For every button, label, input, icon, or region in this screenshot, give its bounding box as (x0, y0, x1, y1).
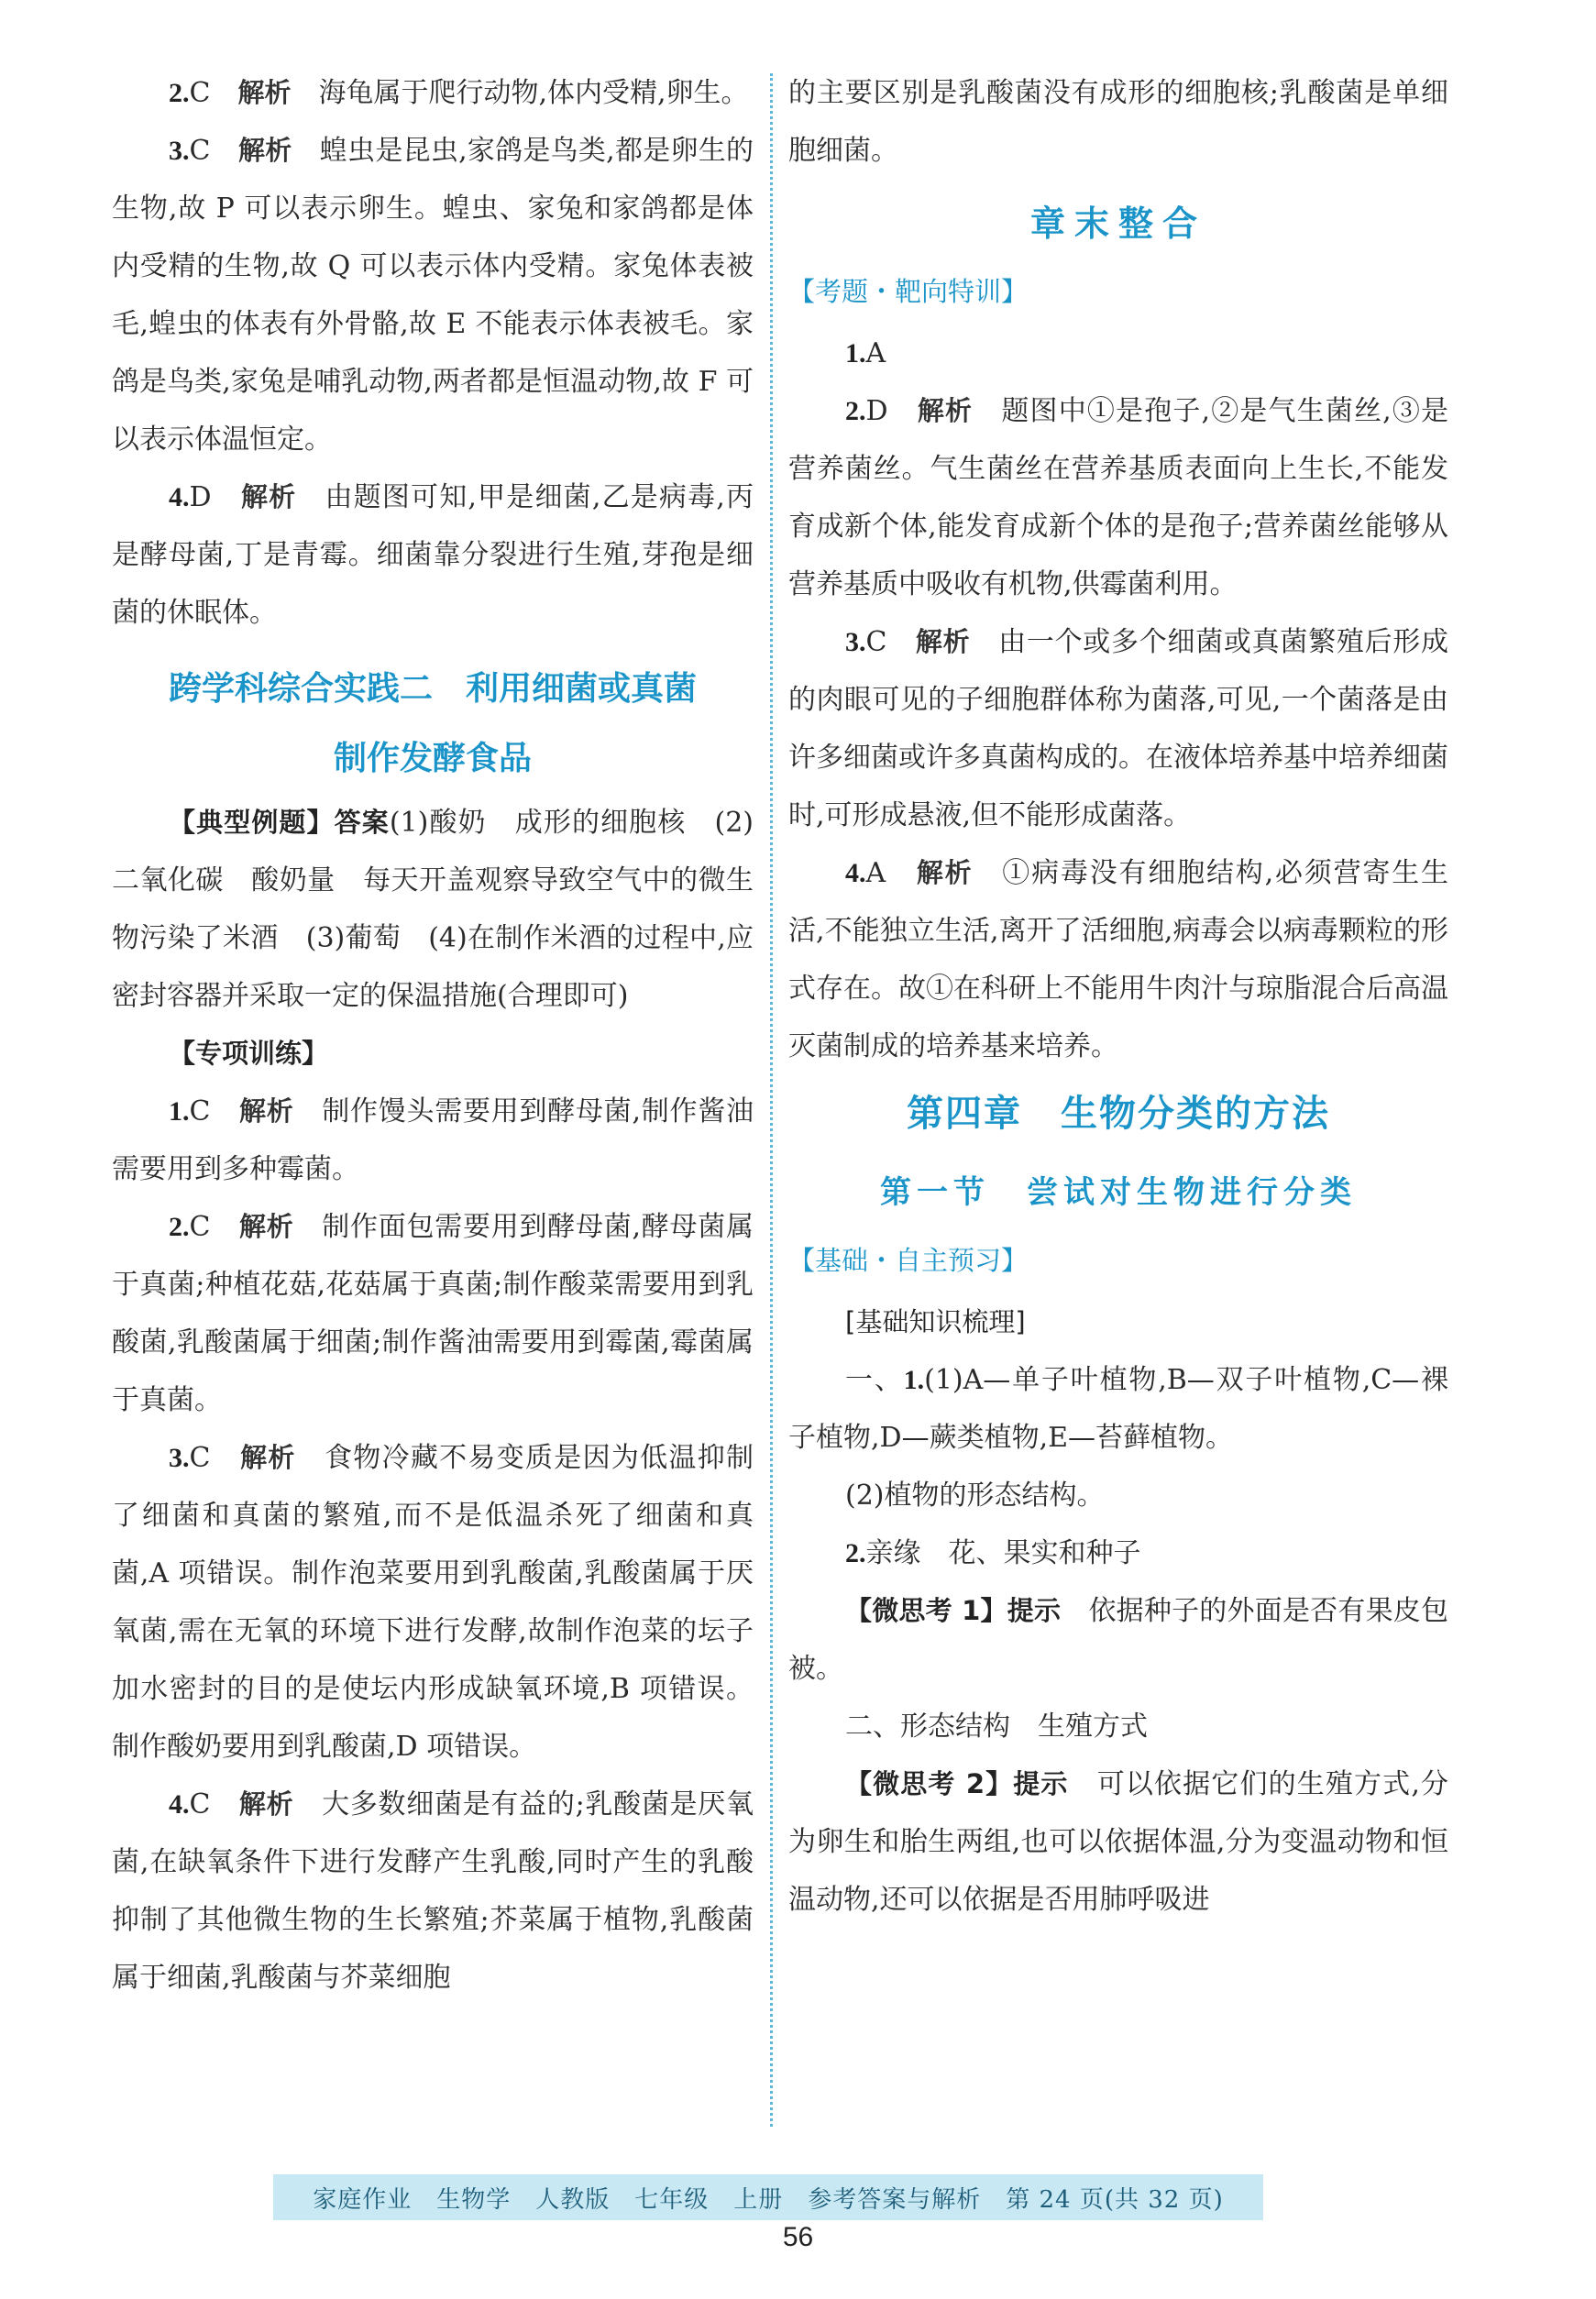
answer-letter: C (189, 1095, 211, 1128)
answer-letter: D (865, 395, 888, 427)
chapter-end-title: 章末整合 (1029, 204, 1206, 244)
answer-paragraph (788, 324, 1448, 382)
analysis-text: 海龟属于爬行动物,体内受精,卵生。 (318, 77, 749, 109)
answer-letter: D (189, 481, 212, 513)
exam-training-tag: 【考题・靶向特训】 (788, 276, 1029, 307)
analysis-label: 解析 (238, 1788, 294, 1820)
example-label: 【典型例题】答案 (169, 807, 390, 838)
analysis-label: 解析 (917, 395, 974, 426)
continued-text: 的主要区别是乳酸菌没有成形的细胞核;乳酸菌是单细胞细菌。 (788, 77, 1448, 167)
analysis-text: 制作馒头需要用到酵母菌,制作酱油需要用到多种霉菌。 (112, 1095, 754, 1185)
example-text: (1)酸奶 成形的细胞核 (2)二氧化碳 酸奶量 每天开盖观察导致空气中的微生物污染了米酒 (3)葡萄 (4)在制作米酒的过程中,应密封容器并采取一定的保温措施(合理即可) (112, 807, 754, 1012)
knowledge-paragraph (788, 1524, 1448, 1582)
right-column (788, 64, 1448, 1929)
question-number: 2. (169, 78, 190, 108)
question-number: 4. (169, 1789, 190, 1820)
answer-letter: C (865, 626, 887, 658)
answer-letter: C (189, 1211, 211, 1243)
question-number: 1. (169, 1096, 190, 1127)
knowledge-paragraph (788, 1351, 1448, 1467)
question-number: 3. (169, 136, 190, 166)
analysis-text: 蝗虫是昆虫,家鸽是鸟类,都是卵生的生物,故 P 可以表示卵生。蝗虫、家兔和家鸽都是体内受精的生物,故 Q 可以表示体内受精。家兔体表被毛,蝗虫的体表有外骨骼,故 E 不能表示体表被毛。家鸽是鸟类,家兔是哺乳动物,两者都是恒温动物,故 F 可以表示体温恒定。 (112, 135, 754, 456)
subsection-title: 第一节 尝试对生物进行分类 (880, 1174, 1357, 1211)
answer-paragraph (112, 1198, 754, 1429)
answer-paragraph (112, 122, 754, 468)
answer-paragraph (112, 64, 754, 122)
page-footer: 家庭作业 生物学 人教版 七年级 上册 参考答案与解析 第 24 页(共 32 页) (273, 2174, 1263, 2220)
answer-paragraph (112, 1083, 754, 1198)
section-title-line2: 制作发酵食品 (333, 740, 532, 777)
knowledge-paragraph: 二、形态结构 生殖方式 (845, 1710, 1148, 1743)
answer-paragraph (112, 1776, 754, 2007)
answer-letter: C (189, 135, 211, 167)
section-title: 跨学科综合实践二 利用细菌或真菌 (168, 670, 697, 708)
column-divider (770, 73, 773, 2127)
answer-letter: A (865, 857, 886, 889)
training-heading (112, 1025, 754, 1083)
think-text: 可以依据它们的生殖方式,分为卵生和胎生两组,也可以依据体温,分为变温动物和恒温动物,还可以依据是否用肺呼吸进 (788, 1768, 1449, 1916)
chapter-title: 第四章 生物分类的方法 (907, 1093, 1330, 1135)
think-paragraph (788, 1755, 1448, 1929)
analysis-text: 食物冷藏不易变质是因为低温抑制了细菌和真菌的繁殖,而不是低温杀死了细菌和真菌,A 项错误。制作泡菜要用到乳酸菌,乳酸菌属于厌氧菌,需在无氧的环境下进行发酵,故制作泡菜的坛子加水密封的目的是使坛内形成缺氧环境,B 项错误。制作酸奶要用到乳酸菌,D 项错误。 (112, 1442, 754, 1763)
think-paragraph (788, 1582, 1448, 1698)
analysis-label: 解析 (240, 1442, 296, 1473)
analysis-label: 解析 (238, 1211, 294, 1242)
example-paragraph (112, 794, 754, 1025)
analysis-text: 大多数细菌是有益的;乳酸菌是厌氧菌,在缺氧条件下进行发酵产生乳酸,同时产生的乳酸抑制了其他微生物的生长繁殖;芥菜属于植物,乳酸菌属于细菌,乳酸菌与芥菜细胞 (112, 1788, 754, 1994)
answer-paragraph (112, 1429, 754, 1776)
answer-letter: C (189, 77, 211, 109)
answer-letter: A (865, 337, 886, 369)
item-number: 2. (845, 1538, 866, 1568)
answer-paragraph (788, 382, 1448, 613)
analysis-text: 由题图可知,甲是细菌,乙是病毒,丙是酵母菌,丁是青霉。细菌靠分裂进行生殖,芽孢是细菌的休眠体。 (112, 481, 754, 629)
answer-paragraph (788, 844, 1448, 1075)
question-number: 4. (169, 482, 190, 512)
item-prefix: 一、 (845, 1364, 904, 1396)
analysis-text: 题图中①是孢子,②是气生菌丝,③是营养菌丝。气生菌丝在营养基质表面向上生长,不能发育成新个体,能发育成新个体的是孢子;营养菌丝能够从营养基质中吸收有机物,供霉菌利用。 (788, 395, 1449, 600)
item-text: 亲缘 花、果实和种子 (865, 1537, 1141, 1569)
question-number: 2. (845, 396, 866, 426)
item-number: 1. (903, 1365, 925, 1395)
item-text: (1)A—单子叶植物,B—双子叶植物,C—裸子植物,D—蕨类植物,E—苔藓植物。 (788, 1364, 1449, 1454)
answer-paragraph (112, 468, 754, 642)
analysis-label: 解析 (237, 77, 292, 108)
analysis-label: 解析 (916, 857, 974, 888)
think-label: 【微思考 1】提示 (845, 1595, 1062, 1626)
training-label: 【专项训练】 (169, 1038, 329, 1069)
answer-letter: C (189, 1442, 211, 1474)
question-number: 2. (169, 1212, 190, 1242)
analysis-text: 由一个或多个细菌或真菌繁殖后形成的肉眼可见的子细胞群体称为菌落,可见,一个菌落是由许多细菌或许多真菌构成的。在液体培养基中培养细菌时,可形成悬液,但不能形成菌落。 (788, 626, 1448, 831)
page-number: 56 (782, 2222, 814, 2252)
knowledge-paragraph: (2)植物的形态结构。 (845, 1480, 1105, 1512)
question-number: 3. (169, 1443, 190, 1473)
analysis-text: ①病毒没有细胞结构,必须营寄生生活,不能独立生活,离开了活细胞,病毒会以病毒颗粒的形式存在。故①在科研上不能用牛肉汁与琼脂混合后高温灭菌制成的培养基来培养。 (788, 857, 1449, 1062)
knowledge-heading (788, 1293, 1448, 1351)
answer-letter: C (189, 1788, 211, 1820)
answer-paragraph (788, 613, 1448, 844)
analysis-label: 解析 (238, 135, 292, 166)
basic-preview-tag: 【基础・自主预习】 (788, 1245, 1029, 1276)
analysis-label: 解析 (238, 1095, 294, 1127)
question-number: 1. (845, 338, 866, 368)
question-number: 3. (845, 627, 866, 657)
left-column (112, 64, 754, 2007)
analysis-label: 解析 (915, 626, 971, 657)
knowledge-label: [基础知识梳理] (845, 1306, 1026, 1337)
analysis-label: 解析 (240, 481, 297, 512)
analysis-text: 制作面包需要用到酵母菌,酵母菌属于真菌;种植花菇,花菇属于真菌;制作酸菜需要用到乳酸菌,乳酸菌属于细菌;制作酱油需要用到霉菌,霉菌属于真菌。 (112, 1211, 754, 1416)
think-text: 依据种子的外面是否有果皮包被。 (788, 1595, 1449, 1685)
think-label: 【微思考 2】提示 (845, 1768, 1069, 1799)
question-number: 4. (845, 858, 866, 888)
